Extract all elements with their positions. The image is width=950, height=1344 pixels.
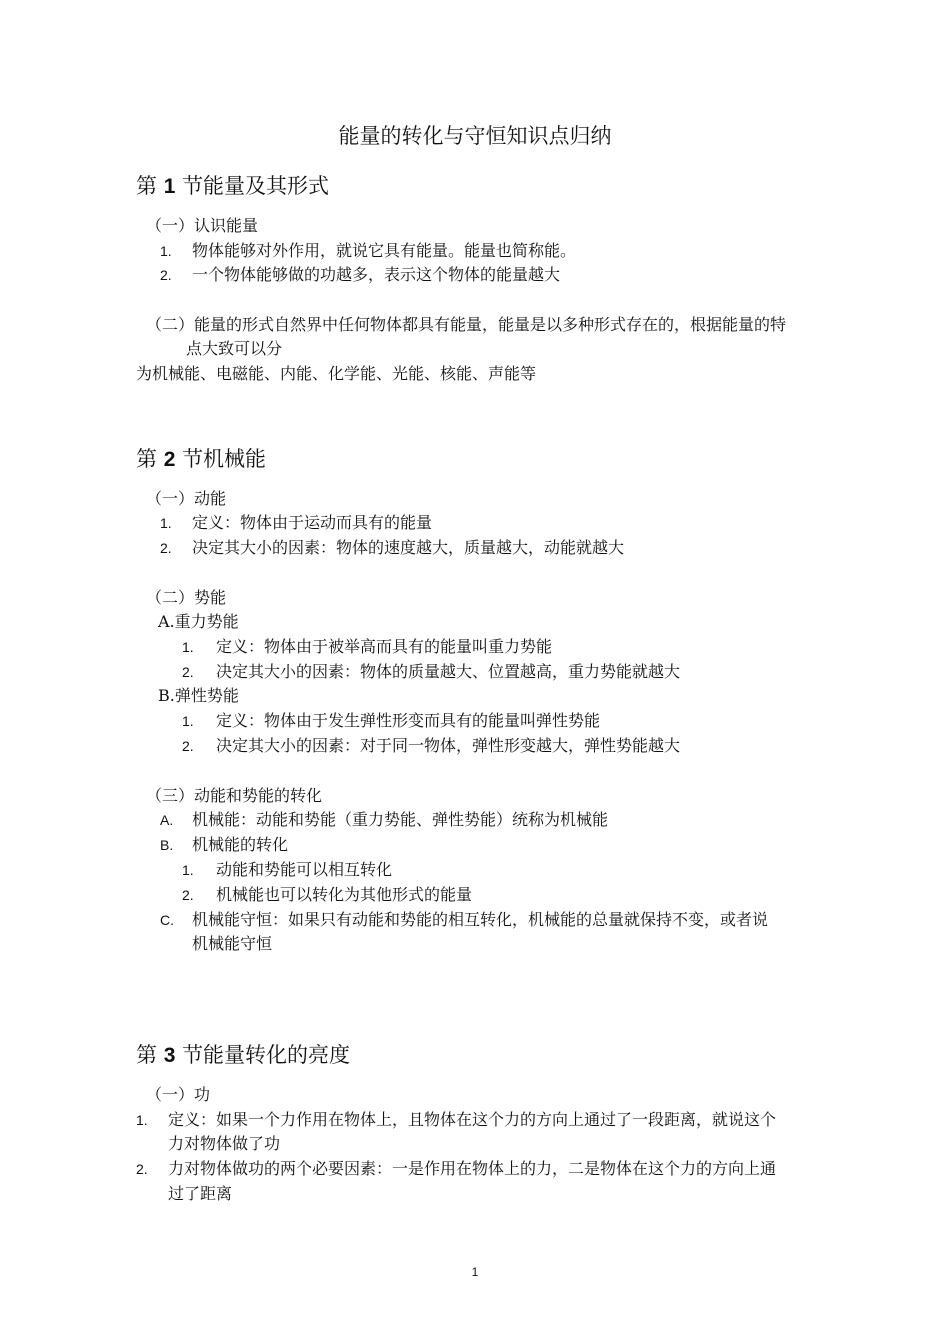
s3-subheading-1: （一）功 <box>146 1085 211 1104</box>
s1-item-2-number: 2. <box>160 267 172 283</box>
s2-p3-a-text: 机械能：动能和势能（重力势能、弹性势能）统称为机械能 <box>192 810 609 829</box>
s2-p3-b-item-1-text: 动能和势能可以相互转化 <box>216 860 393 879</box>
s2-p3-c-letter: C. <box>160 912 174 928</box>
s3-item-2-text-cont: 过了距离 <box>168 1184 233 1203</box>
s2-subheading-2: （二）势能 <box>146 588 227 607</box>
s2-subheading-1: （一）动能 <box>146 489 227 508</box>
s1-subheading-2: （二）能量的形式自然界中任何物体都具有能量，能量是以多种形式存在的，根据能量的特 <box>146 315 787 334</box>
s1-item-2-text: 一个物体能够做的功越多，表示这个物体的能量越大 <box>192 265 561 284</box>
s3-item-1-text: 定义：如果一个力作用在物体上，且物体在这个力的方向上通过了一段距离，就说这个 <box>168 1110 777 1129</box>
s2-p3-b-item-2-text: 机械能也可以转化为其他形式的能量 <box>216 885 473 904</box>
s3-item-1-text-cont: 力对物体做了功 <box>168 1134 281 1153</box>
s2-subtopic-a: A.重力势能 <box>158 612 239 631</box>
s2-b-item-2-text: 决定其大小的因素：对于同一物体，弹性形变越大，弹性势能越大 <box>216 736 681 755</box>
section-2-heading: 第 2 节机械能 <box>136 447 267 471</box>
s2-item-1-number: 1. <box>160 515 172 531</box>
s1-subheading-1: （一）认识能量 <box>146 216 259 235</box>
s2-b-item-2-number: 2. <box>182 738 194 754</box>
s3-item-2-text: 力对物体做功的两个必要因素：一是作用在物体上的力，二是物体在这个力的方向上通 <box>168 1159 777 1178</box>
s2-a-item-2-number: 2. <box>182 664 194 680</box>
s2-item-2-text: 决定其大小的因素：物体的速度越大，质量越大，动能就越大 <box>192 538 625 557</box>
s1-paragraph: 为机械能、电磁能、内能、化学能、光能、核能、声能等 <box>136 364 537 383</box>
s2-p3-b-item-2-number: 2. <box>182 887 194 903</box>
s1-subheading-2-cont: 点大致可以分 <box>186 339 283 358</box>
s1-item-1-number: 1. <box>160 243 172 259</box>
s2-item-1-text: 定义：物体由于运动而具有的能量 <box>192 513 433 532</box>
s1-item-1-text: 物体能够对外作用，就说它具有能量。能量也简称能。 <box>192 241 577 260</box>
s2-b-item-1-number: 1. <box>182 713 194 729</box>
s2-a-item-1-text: 定义：物体由于被举高而具有的能量叫重力势能 <box>216 637 553 656</box>
s3-item-1-number: 1. <box>136 1112 148 1128</box>
s2-item-2-number: 2. <box>160 540 172 556</box>
s2-p3-b-letter: B. <box>160 837 174 853</box>
s2-a-item-1-number: 1. <box>182 639 194 655</box>
s2-subtopic-b: B.弹性势能 <box>158 686 239 705</box>
s2-subheading-3: （三）动能和势能的转化 <box>146 786 323 805</box>
document-title: 能量的转化与守恒知识点归纳 <box>338 124 612 148</box>
s2-p3-c-text-cont: 机械能守恒 <box>192 934 273 953</box>
s2-p3-a-letter: A. <box>160 812 174 828</box>
section-1-heading: 第 1 节能量及其形式 <box>136 174 330 198</box>
section-3-heading: 第 3 节能量转化的亮度 <box>136 1043 351 1067</box>
s2-b-item-1-text: 定义：物体由于发生弹性形变而具有的能量叫弹性势能 <box>216 711 601 730</box>
s2-p3-b-item-1-number: 1. <box>182 862 194 878</box>
s2-p3-c-text: 机械能守恒：如果只有动能和势能的相互转化，机械能的总量就保持不变，或者说 <box>192 910 769 929</box>
page-number: 1 <box>471 1265 479 1279</box>
s2-a-item-2-text: 决定其大小的因素：物体的质量越大、位置越高，重力势能就越大 <box>216 662 681 681</box>
s3-item-2-number: 2. <box>136 1161 148 1177</box>
s2-p3-b-text: 机械能的转化 <box>192 835 289 854</box>
